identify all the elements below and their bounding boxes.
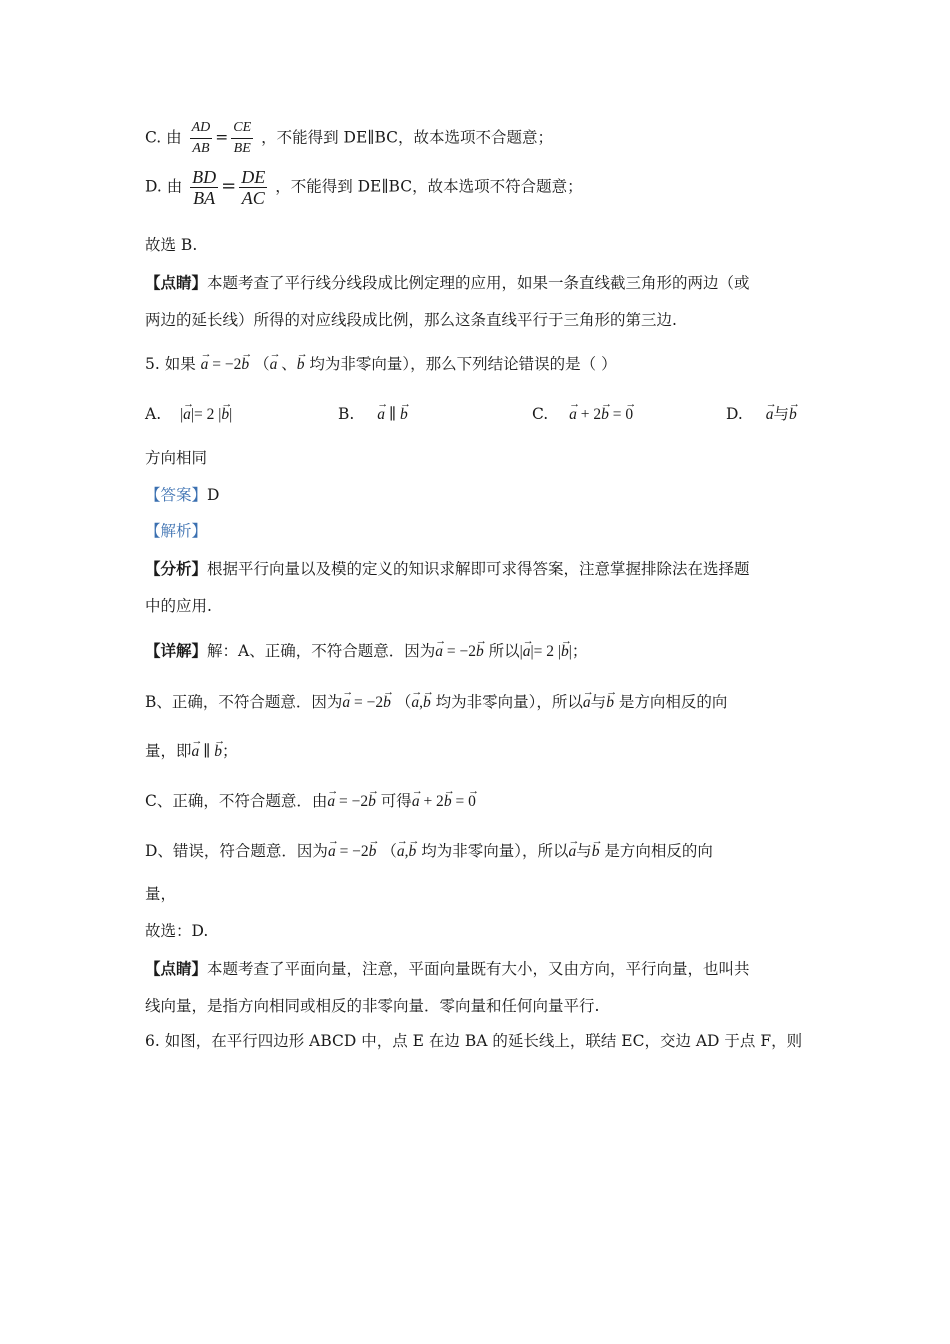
answer-line xyxy=(145,484,219,506)
option-c-formula: → a + 2→ b = → 0 xyxy=(569,406,633,423)
option-c xyxy=(532,403,633,426)
fenxi-text: 根据平行向量以及模的定义的知识求解即可求得答案，注意掌握排除法在选择题 xyxy=(207,560,750,578)
fraction-numerator: BD xyxy=(192,167,217,187)
option-d-formula: → a xyxy=(766,406,774,423)
option-b xyxy=(338,403,408,426)
option-d-line xyxy=(145,167,583,208)
vector-b: → b xyxy=(592,843,600,860)
fraction-denominator: BE xyxy=(233,141,251,156)
dianjing-tag: 【点睛】 xyxy=(145,273,208,292)
xiangjie-a-text: 解：A、正确，不符合题意．因为 xyxy=(207,642,436,660)
xiangjie-b-text-5: 量，即 xyxy=(145,742,192,760)
paren-open: （ xyxy=(395,693,412,711)
fraction-denominator: BA xyxy=(193,188,216,208)
dianjing-2-line xyxy=(145,958,750,980)
dianjing-2-line-2: 线向量，是指方向相同或相反的非零向量．零向量和任何向量平行. xyxy=(145,997,600,1015)
fraction-numerator: DE xyxy=(241,167,266,187)
dianjing-1-line-2: 两边的延长线）所得的对应线段成比例，那么这条直线平行于三角形的第三边. xyxy=(145,311,677,329)
question-5-prefix: 5. 如果 xyxy=(145,355,196,373)
dianjing-text: 本题考查了平面向量，注意，平面向量既有大小，又由方向，平行向量，也叫共 xyxy=(207,960,750,978)
question-5-line xyxy=(145,353,617,376)
option-b-formula: → a ∥ → b xyxy=(377,406,407,423)
fenxi-line xyxy=(145,558,750,580)
option-a xyxy=(145,403,232,426)
option-c-label: C. xyxy=(532,405,549,423)
xiangjie-c-line xyxy=(145,790,476,813)
option-a-formula: |→ a|= 2 |→ b| xyxy=(180,406,232,423)
fenxi-tag: 【分析】 xyxy=(145,559,208,578)
equation-a-eq-neg2b: → a = −2→ b xyxy=(342,694,390,711)
option-d-text: 与 xyxy=(773,405,790,423)
fenxi-line-2: 中的应用. xyxy=(145,597,212,615)
zero-vector-equation: → a + 2→ b = → 0 xyxy=(412,793,476,810)
xiangjie-b-line-2 xyxy=(145,740,237,763)
option-c-prefix: C. 由 xyxy=(145,128,182,147)
option-c-line xyxy=(145,118,553,159)
xiangjie-a-text-2: 所以 xyxy=(488,642,520,660)
option-d-vector-b: → b xyxy=(789,406,797,423)
vector-a-b-list: → a,→ b xyxy=(411,694,430,711)
xiangjie-d-line xyxy=(145,840,713,863)
modulus-equation: |→ a|= 2 |→ b|； xyxy=(520,643,588,660)
fraction-numerator: CE xyxy=(231,118,253,139)
equation-a-eq-neg2b: → a = −2→ b xyxy=(201,356,249,373)
fraction-denominator: AB xyxy=(192,141,210,156)
vector-b: → b xyxy=(606,694,614,711)
xiangjie-a-line xyxy=(145,640,587,663)
fraction-ce-be xyxy=(231,118,253,159)
xiangjie-b-text-2: 均为非零向量），所以 xyxy=(435,693,583,711)
vector-a: → a xyxy=(583,694,591,711)
choose-d-line: 故选：D. xyxy=(145,922,209,940)
fraction-ad-ab xyxy=(190,118,213,159)
equals-sign: = xyxy=(215,128,229,147)
answer-value: D xyxy=(207,486,220,504)
xiangjie-d-line-2: 量， xyxy=(145,885,177,903)
fraction-bd-ba xyxy=(190,167,218,208)
question-6-line: 6. 如图，在平行四边形 ABCD 中，点 E 在边 BA 的延长线上，联结 EC，交边 AD 于点 F，则 xyxy=(145,1032,803,1050)
option-c-text: ，不能得到 DE∥BC，故本选项不合题意； xyxy=(261,128,553,147)
xiangjie-d-text-3: 与 xyxy=(576,842,592,860)
fraction-numerator: AD xyxy=(190,118,213,139)
xiangjie-c-text: C、正确，不符合题意．由 xyxy=(145,792,328,810)
equation-a-eq-neg2b: → a = −2→ b xyxy=(327,793,375,810)
paren-open: （ xyxy=(254,355,270,373)
fraction-denominator: AC xyxy=(241,188,265,208)
a-parallel-b: → a ∥ → b； xyxy=(192,743,238,760)
equals-sign: = xyxy=(221,175,237,197)
xiangjie-d-text-4: 是方向相反的向 xyxy=(604,842,713,860)
question-5-text: 均为非零向量），那么下列结论错误的是（ ） xyxy=(309,355,617,373)
dianjing-1-line xyxy=(145,272,750,294)
option-a-label: A. xyxy=(145,405,162,423)
dianjing-tag: 【点睛】 xyxy=(145,959,208,978)
option-d xyxy=(726,403,797,426)
option-d-prefix: D. 由 xyxy=(145,177,183,196)
vector-a-b-list: → a,→ b xyxy=(397,843,416,860)
answer-tag: 【答案】 xyxy=(145,486,208,504)
option-d-label: D. xyxy=(726,405,743,423)
xiangjie-b-text-4: 是方向相反的向 xyxy=(618,693,728,711)
option-b-label: B. xyxy=(338,405,355,423)
jiexi-tag: 【解析】 xyxy=(145,522,208,540)
xiangjie-d-text-2: 均为非零向量），所以 xyxy=(421,842,569,860)
xiangjie-b-text-3: 与 xyxy=(590,693,607,711)
option-d-text: ，不能得到 DE∥BC，故本选项不符合题意； xyxy=(275,177,583,196)
paren-open: （ xyxy=(381,842,397,860)
xiangjie-d-text: D、错误，符合题意．因为 xyxy=(145,842,328,860)
xiangjie-b-line xyxy=(145,691,727,714)
xiangjie-tag: 【详解】 xyxy=(145,641,208,660)
vector-a-b-list: → a 、→ b xyxy=(270,356,305,373)
choose-b-line: 故选 B. xyxy=(145,236,198,254)
dianjing-text: 本题考查了平行线分线段成比例定理的应用，如果一条直线截三角形的两边（或 xyxy=(207,274,750,292)
option-d-continuation: 方向相同 xyxy=(145,449,208,467)
vector-a: → a xyxy=(568,843,576,860)
equation-a-eq-neg2b: → a = −2→ b xyxy=(435,643,483,660)
xiangjie-b-text: B、正确，不符合题意．因为 xyxy=(145,693,343,711)
xiangjie-c-text-2: 可得 xyxy=(380,792,412,810)
equation-a-eq-neg2b: → a = −2→ b xyxy=(328,843,376,860)
fraction-de-ac xyxy=(239,167,267,208)
